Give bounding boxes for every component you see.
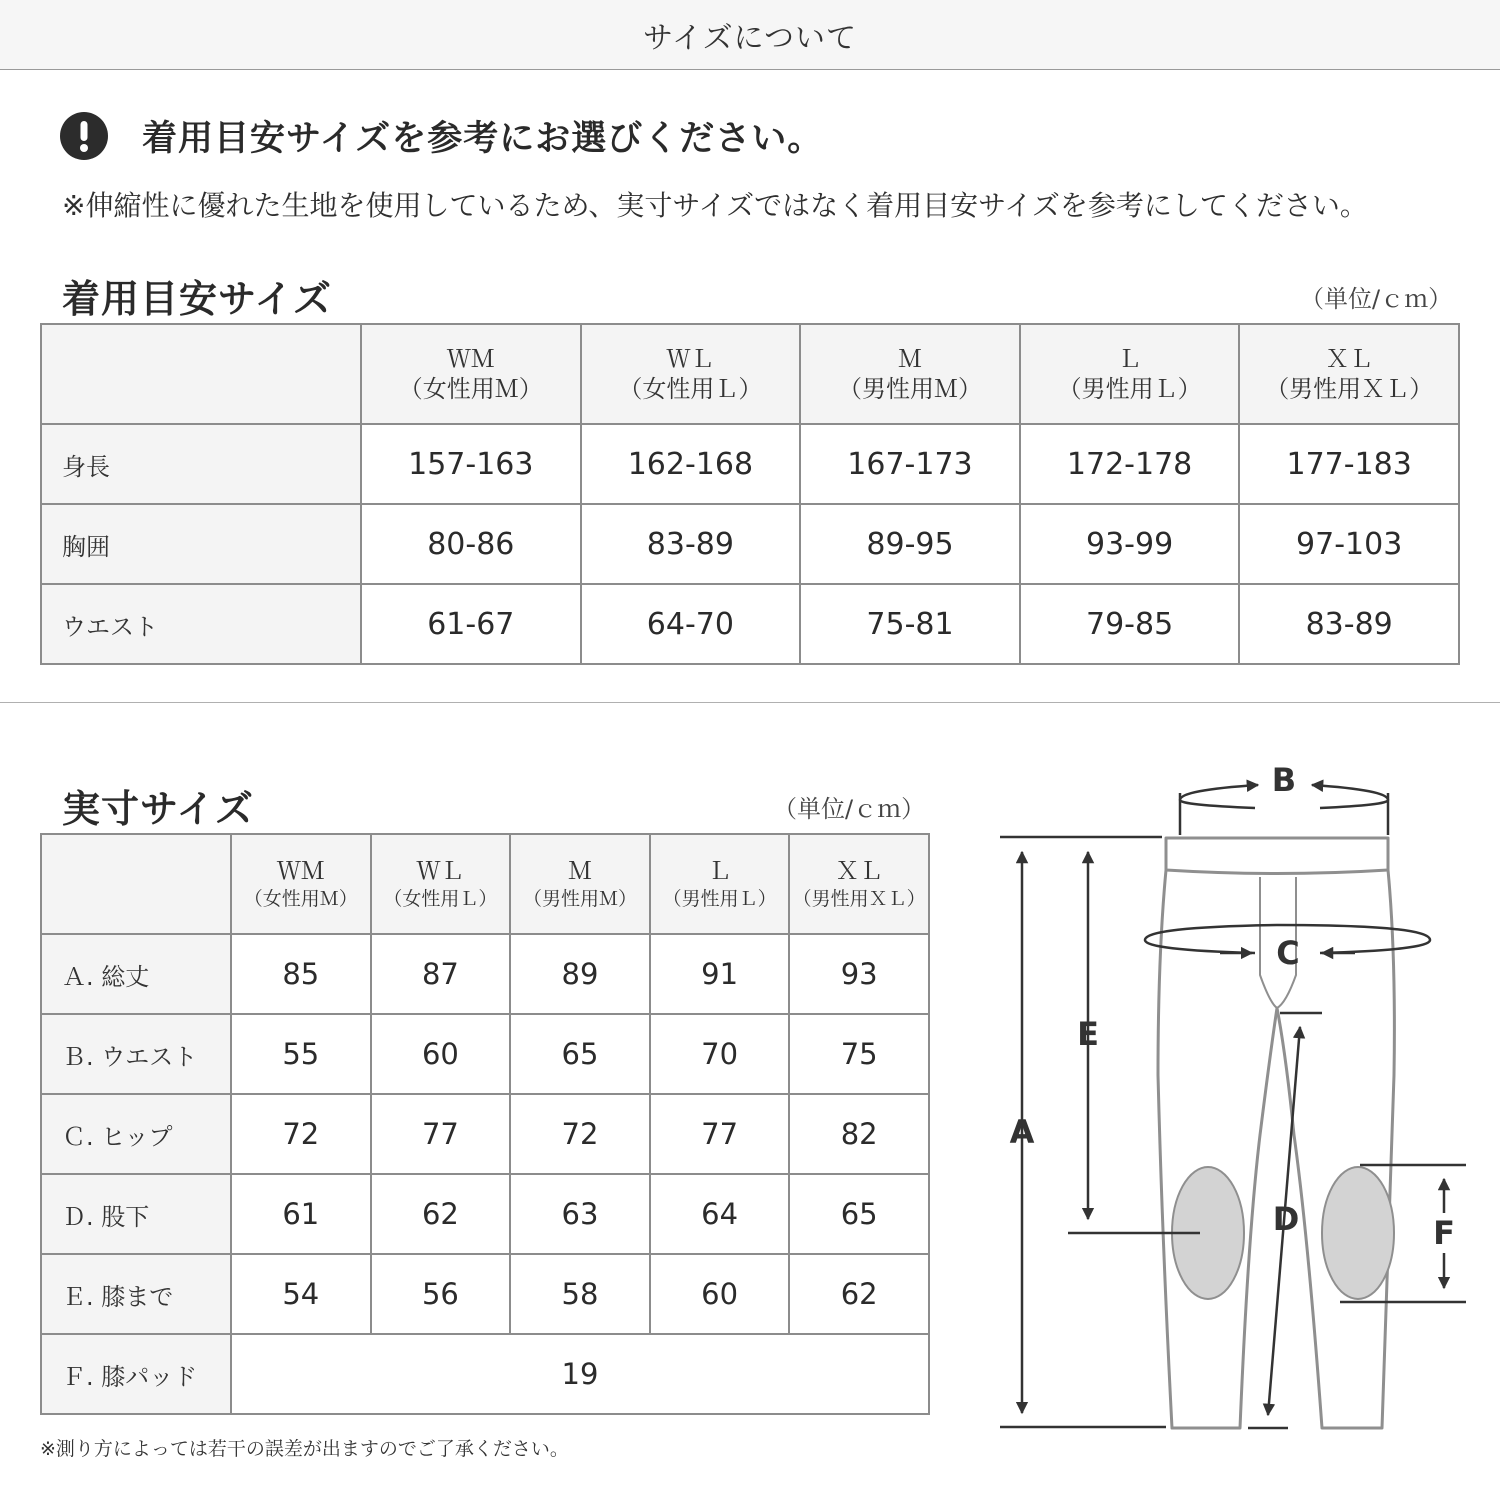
table-cell: 72 xyxy=(231,1094,371,1174)
row-label: Ｃ. ヒップ xyxy=(41,1094,231,1174)
table-row xyxy=(41,1174,929,1254)
size-desc: （男性用Ｍ） xyxy=(522,888,637,910)
leggings-diagram xyxy=(990,755,1480,1445)
table-cell: 80-86 xyxy=(361,504,581,584)
table-cell: 82 xyxy=(789,1094,929,1174)
table-cell: 62 xyxy=(789,1254,929,1334)
size-desc: （男性用ＸＬ） xyxy=(1265,375,1434,403)
size-name: ＷＭ xyxy=(276,857,325,885)
size-desc: （女性用Ｌ） xyxy=(383,888,498,910)
size-name: ＷＭ xyxy=(446,345,495,373)
table-cell: 60 xyxy=(371,1014,511,1094)
corner-cell xyxy=(41,834,231,934)
actual-unit: （単位/ｃｍ） xyxy=(773,795,926,823)
section-divider xyxy=(0,702,1500,703)
size-name: Ｌ xyxy=(707,857,732,885)
size-desc: （女性用Ｍ） xyxy=(398,375,543,403)
table-cell: 89 xyxy=(510,934,650,1014)
size-name: ＸＬ xyxy=(1325,345,1374,373)
label-f: F xyxy=(1433,1214,1455,1252)
right-knee-pad xyxy=(1322,1167,1394,1299)
table-row xyxy=(41,1094,929,1174)
table-row xyxy=(41,934,929,1014)
row-label: Ａ. 総丈 xyxy=(41,934,231,1014)
column-header xyxy=(800,324,1020,424)
notice-subtitle: ※伸縮性に優れた生地を使用しているため、実寸サイズではなく着用目安サイズを参考にしてください。 xyxy=(62,189,1368,222)
table-cell: 177-183 xyxy=(1239,424,1459,504)
label-c: C xyxy=(1276,934,1300,972)
row-label: 身長 xyxy=(41,424,361,504)
notice-title: 着用目安サイズを参考にお選びください。 xyxy=(142,119,824,159)
table-cell: 162-168 xyxy=(581,424,801,504)
size-name: ＷＬ xyxy=(666,345,715,373)
size-name: Ｌ xyxy=(1117,345,1142,373)
size-name: ＸＬ xyxy=(835,857,884,885)
table-cell: 85 xyxy=(231,934,371,1014)
row-label: ウエスト xyxy=(41,584,361,664)
actual-size-table xyxy=(40,833,930,1415)
column-header xyxy=(231,834,371,934)
size-desc: （男性用ＸＬ） xyxy=(792,888,926,910)
table-row xyxy=(41,1334,929,1414)
row-label: Ｂ. ウエスト xyxy=(41,1014,231,1094)
waistband xyxy=(1166,838,1388,874)
table-cell: 89-95 xyxy=(800,504,1020,584)
table-cell: 172-178 xyxy=(1020,424,1240,504)
column-header xyxy=(789,834,929,934)
table-cell: 75 xyxy=(789,1014,929,1094)
guide-title: 着用目安サイズ xyxy=(62,277,332,321)
table-cell: 64-70 xyxy=(581,584,801,664)
table-cell: 93-99 xyxy=(1020,504,1240,584)
table-cell: 167-173 xyxy=(800,424,1020,504)
table-cell: 72 xyxy=(510,1094,650,1174)
table-row xyxy=(41,504,1459,584)
table-cell: 61 xyxy=(231,1174,371,1254)
size-name: Ｍ xyxy=(897,345,922,373)
size-name: Ｍ xyxy=(567,857,592,885)
table-cell: 79-85 xyxy=(1020,584,1240,664)
table-header-row xyxy=(41,324,1459,424)
table-cell: 54 xyxy=(231,1254,371,1334)
label-b: B xyxy=(1271,761,1297,799)
label-e: E xyxy=(1077,1015,1099,1053)
table-cell: 61-67 xyxy=(361,584,581,664)
table-row xyxy=(41,424,1459,504)
actual-title: 実寸サイズ xyxy=(62,787,254,831)
column-header xyxy=(650,834,790,934)
notice xyxy=(60,108,823,164)
size-desc: （女性用Ｌ） xyxy=(618,375,763,403)
column-header xyxy=(361,324,581,424)
row-label: Ｄ. 股下 xyxy=(41,1174,231,1254)
guide-unit: （単位/ｃｍ） xyxy=(1300,285,1453,313)
table-cell: 58 xyxy=(510,1254,650,1334)
table-cell: 87 xyxy=(371,934,511,1014)
column-header xyxy=(510,834,650,934)
row-label: 胸囲 xyxy=(41,504,361,584)
table-cell: 70 xyxy=(650,1014,790,1094)
row-label: Ｅ. 膝まで xyxy=(41,1254,231,1334)
size-desc: （男性用Ｍ） xyxy=(837,375,982,403)
table-cell: 62 xyxy=(371,1174,511,1254)
table-cell: 97-103 xyxy=(1239,504,1459,584)
header-title: サイズについて xyxy=(643,20,857,56)
table-cell: 60 xyxy=(650,1254,790,1334)
size-desc: （男性用Ｌ） xyxy=(1057,375,1202,403)
table-cell: 75-81 xyxy=(800,584,1020,664)
table-row xyxy=(41,584,1459,664)
size-desc: （女性用Ｍ） xyxy=(243,888,358,910)
corner-cell xyxy=(41,324,361,424)
row-label: Ｆ. 膝パッド xyxy=(41,1334,231,1414)
column-header xyxy=(1020,324,1240,424)
table-cell: 55 xyxy=(231,1014,371,1094)
label-d: D xyxy=(1272,1200,1300,1238)
table-cell: 64 xyxy=(650,1174,790,1254)
table-cell: 63 xyxy=(510,1174,650,1254)
table-row xyxy=(41,1254,929,1334)
header-banner xyxy=(0,0,1500,70)
column-header xyxy=(581,324,801,424)
table-cell: 157-163 xyxy=(361,424,581,504)
table-cell: 19 xyxy=(231,1334,929,1414)
table-row xyxy=(41,1014,929,1094)
table-cell: 65 xyxy=(789,1174,929,1254)
footnote: ※測り方によっては若干の誤差が出ますのでご了承ください。 xyxy=(40,1438,569,1460)
table-cell: 91 xyxy=(650,934,790,1014)
table-cell: 93 xyxy=(789,934,929,1014)
table-cell: 77 xyxy=(650,1094,790,1174)
size-desc: （男性用Ｌ） xyxy=(662,888,777,910)
column-header xyxy=(1239,324,1459,424)
size-name: ＷＬ xyxy=(416,857,465,885)
table-cell: 56 xyxy=(371,1254,511,1334)
table-cell: 83-89 xyxy=(1239,584,1459,664)
label-a: A xyxy=(1009,1113,1035,1151)
guide-size-table xyxy=(40,323,1460,665)
table-header-row xyxy=(41,834,929,934)
column-header xyxy=(371,834,511,934)
table-cell: 77 xyxy=(371,1094,511,1174)
table-cell: 83-89 xyxy=(581,504,801,584)
exclamation-icon xyxy=(60,112,108,160)
table-cell: 65 xyxy=(510,1014,650,1094)
